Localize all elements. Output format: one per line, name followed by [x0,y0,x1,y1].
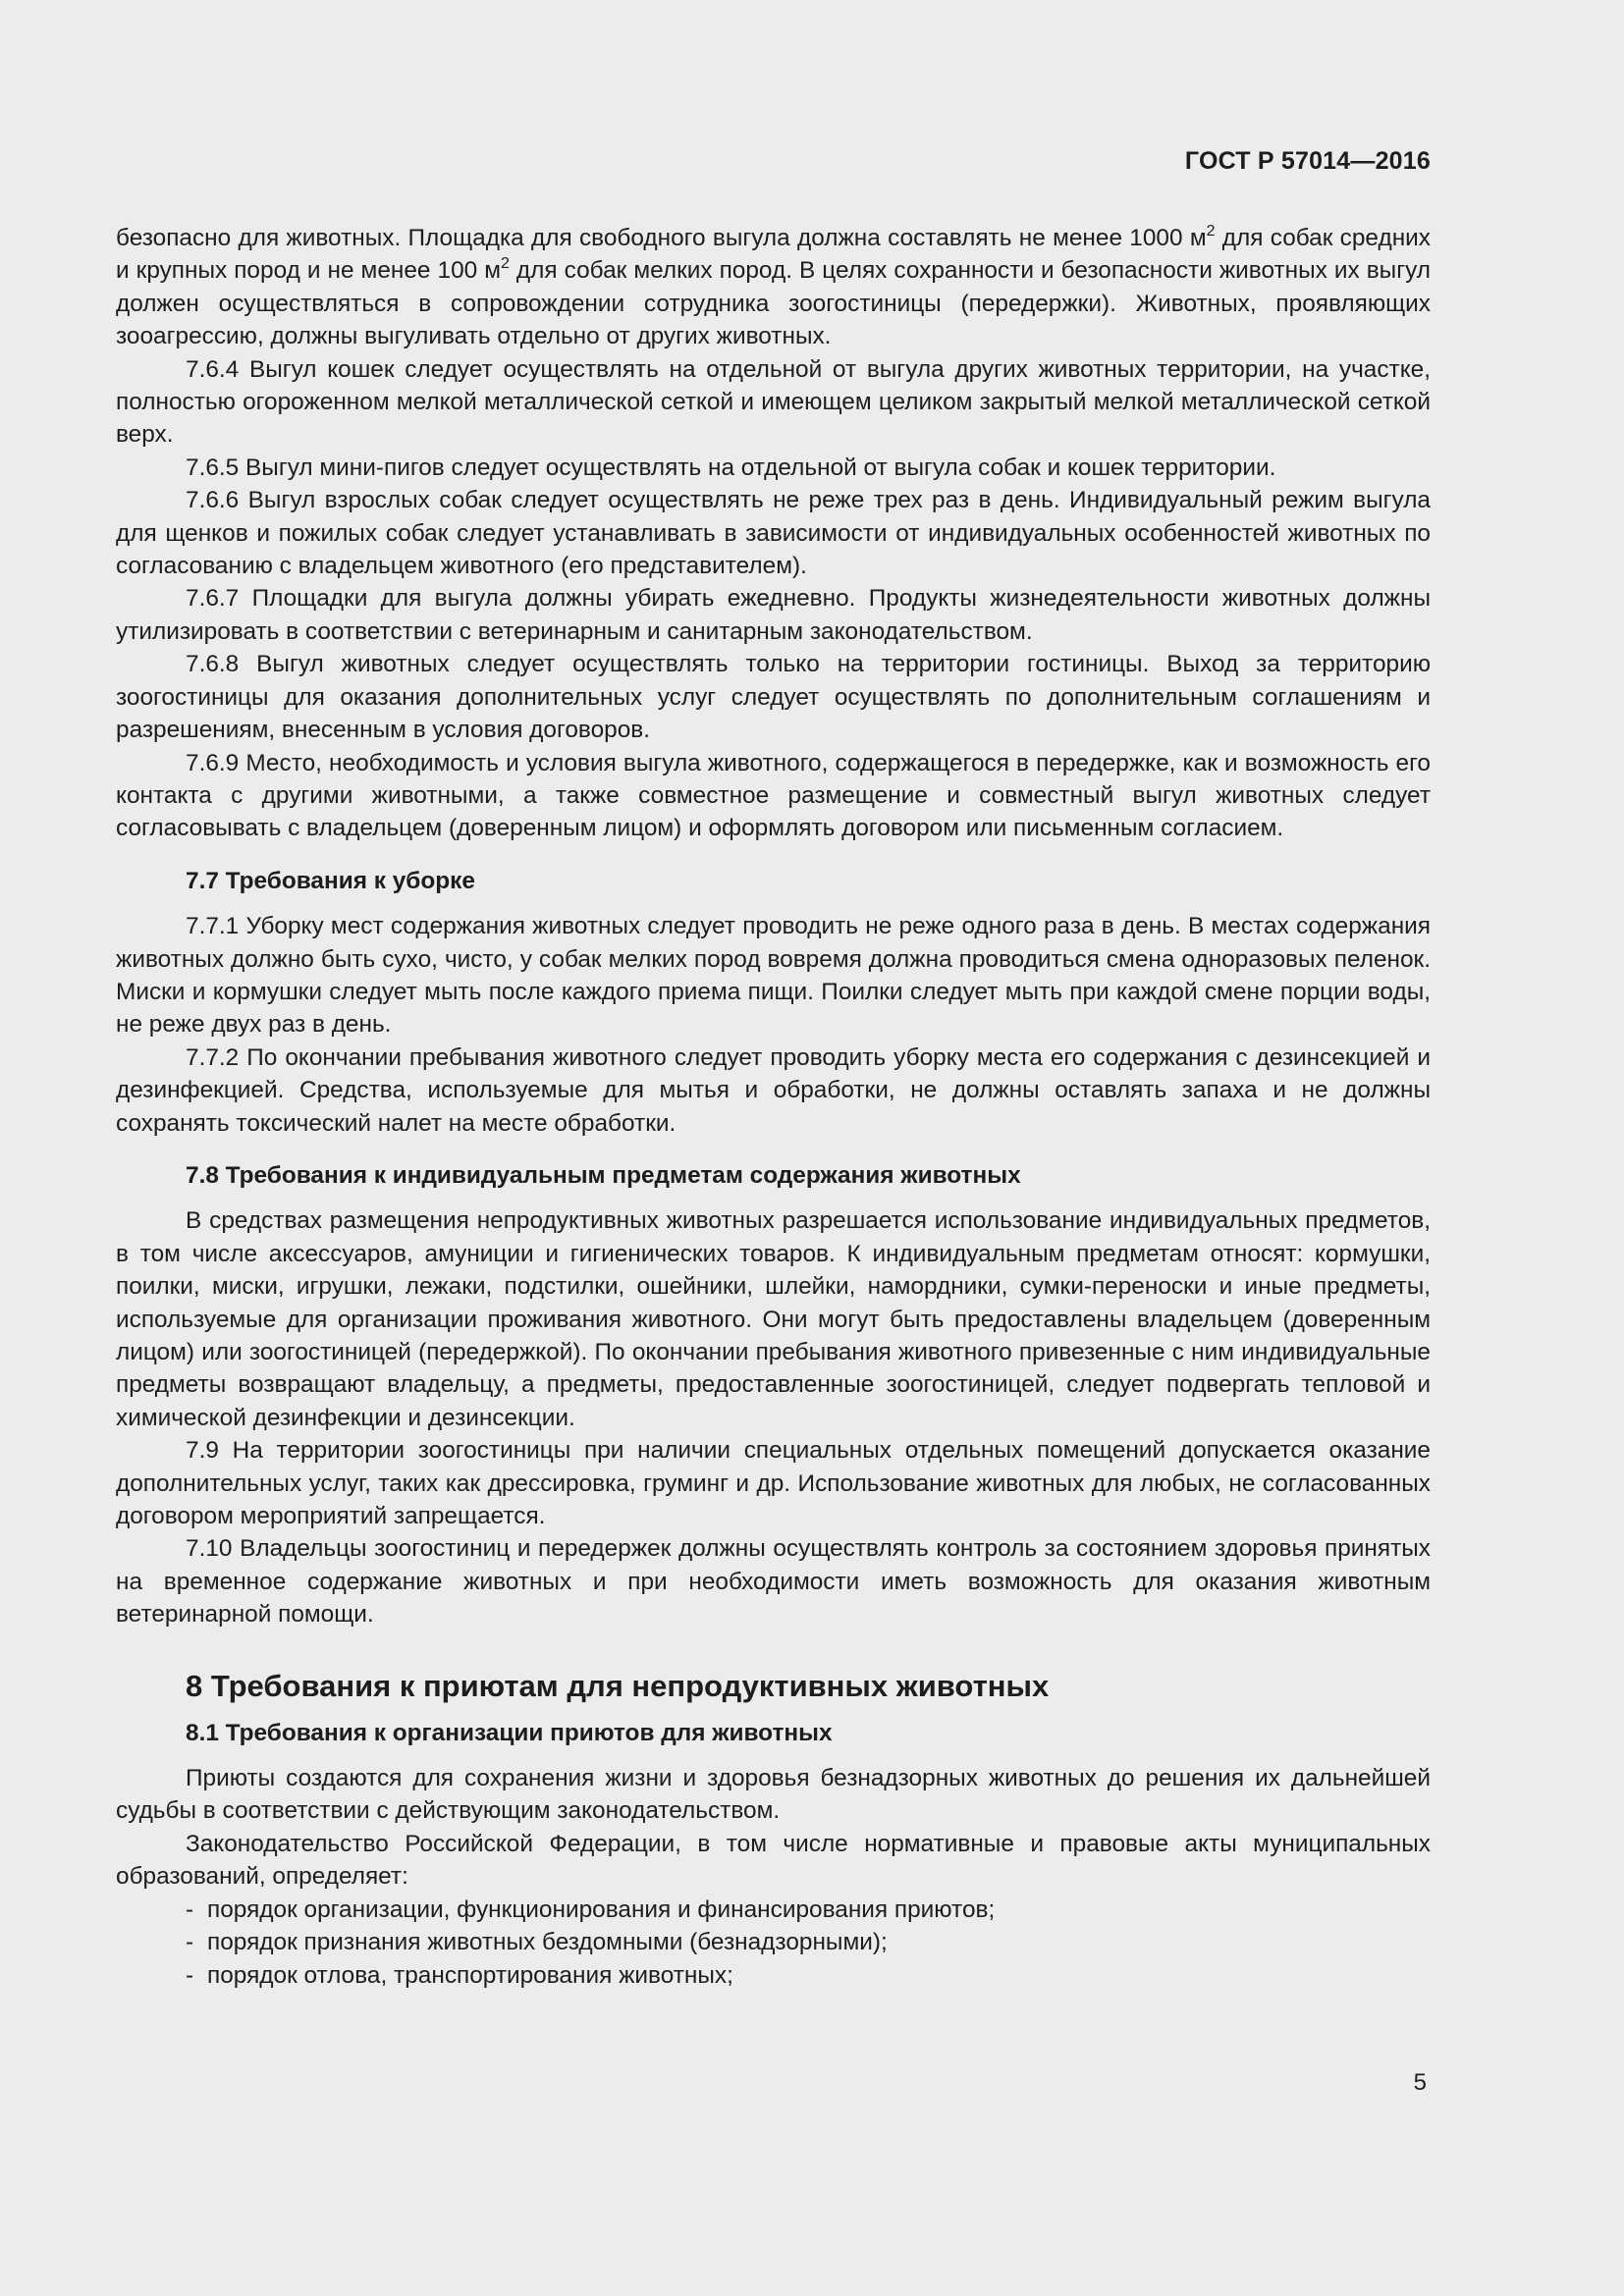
paragraph-7-6-5: 7.6.5 Выгул мини-пигов следует осуществлять на отдельной от выгула собак и кошек территории. [186,454,1276,481]
section-heading-7-8: 7.8 Требования к индивидуальным предметам содержания животных [186,1161,1021,1189]
paragraph-7-6-6: 7.6.6 Выгул взрослых собак следует осуществлять не реже трех раз в день. Индивидуальный режим выгула для щенков и пожилых собак следует устанавливать в зависимости от индивидуальных особенностей животных по согласованию с владельцем животного (его представителем). [116,487,1431,580]
list-dash: - [186,1929,194,1956]
paragraph-7-9: 7.9 На территории зоогостиницы при наличии специальных отдельных помещений допускается оказание дополнительных услуг, таких как дрессировка, груминг и др. Использование животных для любых, не согласованных договором мероприятий запрещается. [116,1437,1431,1530]
paragraph-7-7-2: 7.7.2 По окончании пребывания животного следует проводить уборку места его содержания с дезинсекцией и дезинфекцией. Средства, используемые для мытья и обработки, не должны оставлять запаха и не должны сохранять токсический налет на месте обработки. [116,1043,1431,1137]
paragraph-7-6-4: 7.6.4 Выгул кошек следует осуществлять на отдельной от выгула других животных территории, на участке, полностью огороженном мелкой металлической сеткой и имеющем целиком закрытый мелкой металлической сеткой верх. [116,355,1431,449]
document-page [116,0,1431,2296]
paragraph-7-6-9: 7.6.9 Место, необходимость и условия выгула животного, содержащегося в передержке, как и возможность его контакта с другими животными, а также совместное размещение и совместный выгул животных следует согласовывать с владельцем (доверенным лицом) и оформлять договором или письменным согласием. [116,749,1431,842]
paragraph-7-10: 7.10 Владельцы зоогостиниц и передержек должны осуществлять контроль за состоянием здоровья принятых на временное содержание животных и при необходимости иметь возможность для оказания животным ветеринарной помощи. [116,1535,1431,1629]
paragraph-7-6-8: 7.6.8 Выгул животных следует осуществлять только на территории гостиницы. Выход за территорию зоогостиницы для оказания дополнительных услуг следует осуществлять по дополнительным соглашениям и разрешениям, внесенным в условия договоров. [116,651,1431,744]
page-number: 5 [1413,2069,1427,2096]
list-dash: - [186,1961,194,1989]
list-dash: - [186,1896,194,1923]
paragraph-7-7-1: 7.7.1 Уборку мест содержания животных следует проводить не реже одного раза в день. В местах содержания животных должно быть сухо, чисто, у собак мелких пород вовремя должна проводиться смена одноразовых пеленок. Миски и кормушки следует мыть после каждого приема пищи. Поилки следует мыть при каждой смене порции воды, не реже двух раз в день. [116,913,1431,1039]
paragraph-7-8: В средствах размещения непродуктивных животных разрешается использование индивидуальных предметов, в том числе аксессуаров, амуниции и гигиенических товаров. К индивидуальным предметам относят: кормушки, поилки, миски, игрушки, лежаки, подстилки, ошейники, шлейки, намордники, сумки-переноски и иные предметы, используемые для организации проживания животного. Они могут быть предоставлены владельцем (доверенным лицом) или зоогостиницей (передержкой). По окончании пребывания животного привезенные с ним индивидуальные предметы возвращают владельцу, а предметы, предоставленные зоогостиницей, следует подвергать тепловой и химической дезинфекции и дезинсекции. [116,1207,1431,1431]
list-item-text: порядок отлова, транспортирования животных; [207,1961,733,1989]
section-heading-7-7: 7.7 Требования к уборке [186,867,475,894]
superscript: 2 [1206,223,1216,240]
text-segment: безопасно для животных. Площадка для свободного выгула должна составлять не менее 1000 м [116,225,1207,251]
document-body [116,222,1431,1992]
list-item [186,1959,1431,1992]
superscript: 2 [501,255,510,273]
chapter-heading-8: 8 Требования к приютам для непродуктивных животных [186,1668,1050,1703]
list-item-text: порядок организации, функционирования и финансирования приютов; [207,1896,996,1923]
text-segment: для собак мелких пород. В целях сохранности и безопасности животных их выгул должен осуществляться в сопровождении сотрудника зоогостиницы (передержки). Животных, проявляющих зооагрессию, должны выгуливать отдельно от других животных. [116,257,1432,350]
paragraph-7-6-7: 7.6.7 Площадки для выгула должны убирать ежедневно. Продукты жизнедеятельности животных должны утилизировать в соответствии с ветеринарным и санитарным законодательством. [116,585,1431,645]
paragraph-8-1-b: Законодательство Российской Федерации, в том числе нормативные и правовые акты муниципальных образований, определяет: [116,1830,1431,1891]
section-heading-8-1: 8.1 Требования к организации приютов для животных [186,1719,833,1746]
list-item [186,1926,1431,1958]
text-segment: для собак средних и крупных пород и не менее 100 м [116,225,1431,285]
paragraph-continued [116,222,1431,353]
list-item [186,1894,1431,1926]
paragraph-8-1-a: Приюты создаются для сохранения жизни и здоровья безнадзорных животных до решения их дальнейшей судьбы в соответствии с действующим законодательством. [116,1765,1431,1825]
document-header-id: ГОСТ Р 57014—2016 [1184,147,1431,175]
list-item-text: порядок признания животных бездомными (безнадзорными); [207,1929,888,1956]
